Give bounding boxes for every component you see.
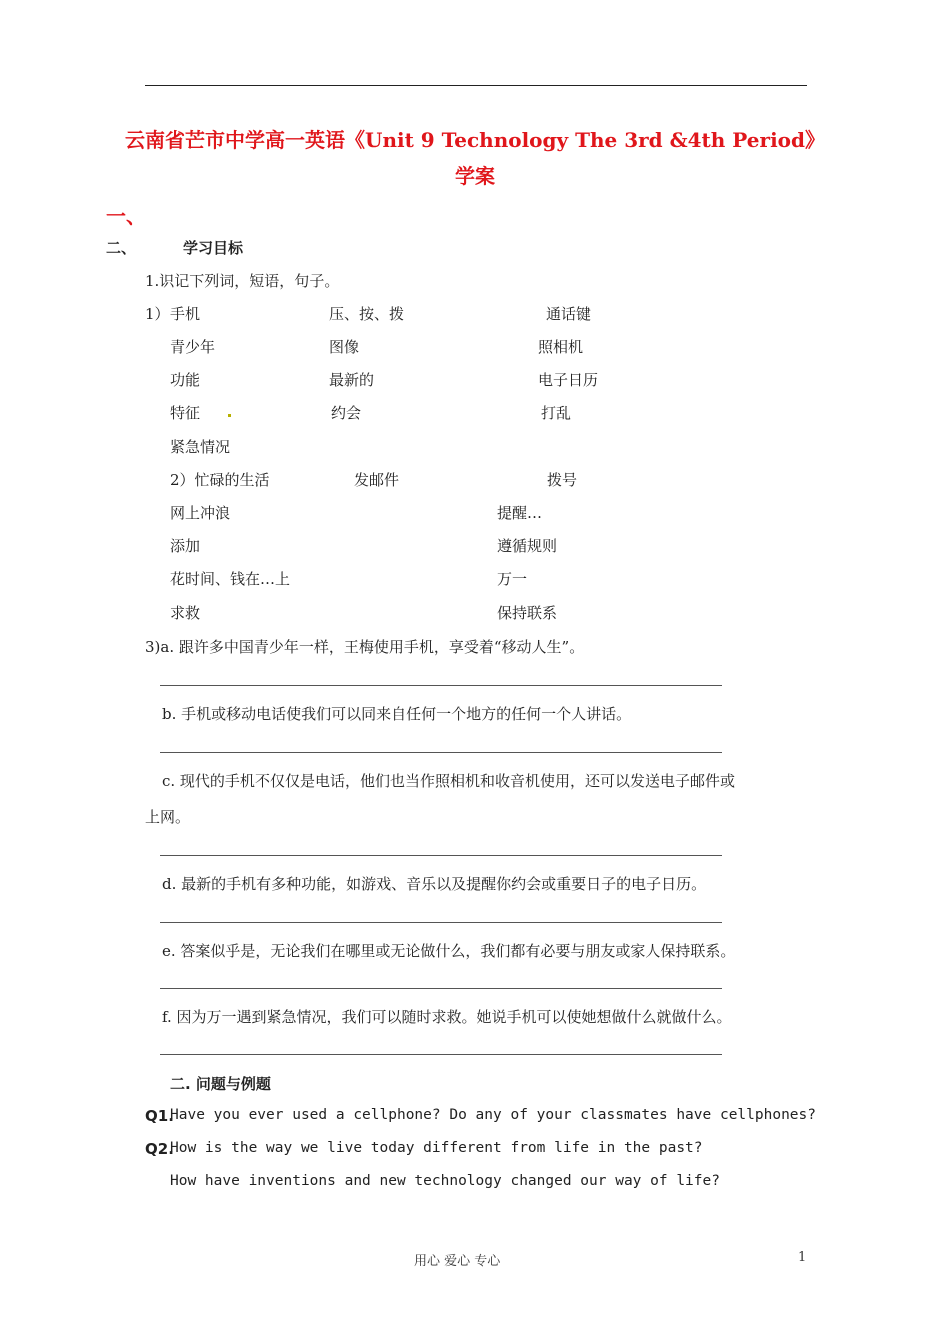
- question-2-label: Q2.: [145, 1140, 174, 1158]
- sentence-d: d. 最新的手机有多种功能，如游戏、音乐以及提醒你约会或重要日子的电子日历。: [162, 875, 707, 893]
- vocab-label-1: 1）: [145, 305, 170, 323]
- answer-blank-a[interactable]: [160, 685, 722, 686]
- sentence-c-line2: 上网。: [145, 808, 191, 826]
- vocab-item: 图像: [329, 338, 360, 356]
- document-title-line2: 学案: [455, 164, 495, 188]
- questions-section-heading: 二. 问题与例题: [170, 1075, 271, 1093]
- answer-blank-c[interactable]: [160, 855, 722, 856]
- stray-dot-mark: [228, 414, 231, 417]
- vocab-item: 万一: [497, 570, 528, 588]
- vocab-item: 保持联系: [497, 604, 558, 622]
- goal-1: 1.识记下列词，短语，句子。: [145, 272, 340, 290]
- vocab-item: 遵循规则: [497, 537, 558, 555]
- vocab-item: 特征: [170, 404, 201, 422]
- vocab-item: 花时间、钱在…上: [170, 570, 291, 588]
- section-two-number: 二、: [106, 239, 137, 257]
- vocab-item: 约会: [331, 404, 362, 422]
- question-2-text-followup: How have inventions and new technology changed our way of life?: [170, 1173, 720, 1189]
- vocab-item: 打乱: [541, 404, 572, 422]
- vocab-item: 电子日历: [538, 371, 599, 389]
- vocab-item: 青少年: [170, 338, 216, 356]
- vocab-item: 手机: [170, 305, 201, 323]
- vocab-item: 最新的: [329, 371, 375, 389]
- sentence-b: b. 手机或移动电话使我们可以同来自任何一个地方的任何一个人讲话。: [162, 705, 632, 723]
- sentence-e: e. 答案似乎是，无论我们在哪里或无论做什么，我们都有必要与朋友或家人保持联系。: [162, 942, 736, 960]
- vocab-item: 添加: [170, 537, 201, 555]
- answer-blank-e[interactable]: [160, 988, 722, 989]
- vocab-item: 网上冲浪: [170, 504, 231, 522]
- vocab-item: 发邮件: [354, 471, 400, 489]
- document-title-line1: 云南省芒市中学高一英语《Unit 9 Technology The 3rd &4th Period》: [125, 128, 825, 152]
- question-2-text: How is the way we live today different from life in the past?: [170, 1140, 703, 1156]
- vocab-item: 求救: [170, 604, 201, 622]
- vocab-item: 紧急情况: [170, 438, 231, 456]
- vocab-item: 提醒…: [497, 504, 543, 522]
- vocab-item: 压、按、拨: [329, 305, 405, 323]
- vocab-item: 功能: [170, 371, 201, 389]
- sentence-f: f. 因为万一遇到紧急情况，我们可以随时求救。她说手机可以使她想做什么就做什么。: [162, 1008, 732, 1026]
- vocab-item: 2）忙碌的生活: [170, 471, 270, 489]
- sentence-c-line1: c. 现代的手机不仅仅是电话，他们也当作照相机和收音机使用，还可以发送电子邮件或: [162, 772, 735, 790]
- answer-blank-b[interactable]: [160, 752, 722, 753]
- vocab-item: 拨号: [547, 471, 578, 489]
- section-two-title: 学习目标: [183, 239, 244, 257]
- sentence-a: 3)a. 跟许多中国青少年一样，王梅使用手机，享受着“移动人生”。: [145, 638, 585, 656]
- question-1-text: Have you ever used a cellphone? Do any of your classmates have cellphones?: [170, 1107, 817, 1123]
- answer-blank-f[interactable]: [160, 1054, 722, 1055]
- vocab-item: 照相机: [538, 338, 584, 356]
- page-number: 1: [798, 1250, 807, 1265]
- question-1-label: Q1.: [145, 1107, 174, 1125]
- section-one-heading: 一、: [106, 204, 146, 228]
- header-rule: [145, 85, 807, 86]
- vocab-item: 通话键: [546, 305, 592, 323]
- footer-motto: 用心 爱心 专心: [414, 1254, 501, 1269]
- answer-blank-d[interactable]: [160, 922, 722, 923]
